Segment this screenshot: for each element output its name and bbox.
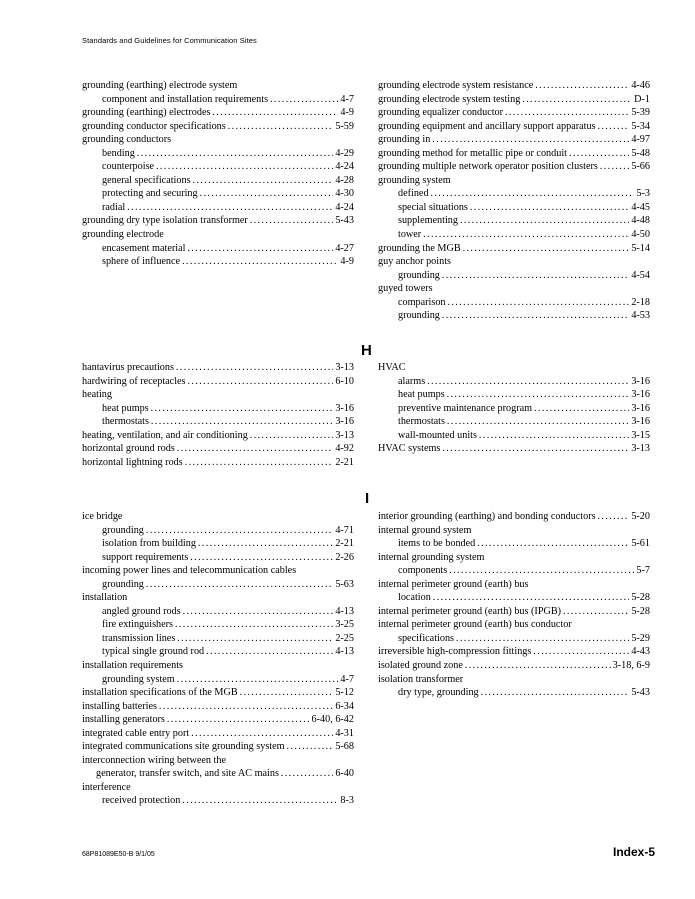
index-page-ref: 2-26	[335, 551, 354, 563]
index-page-ref: 5-43	[335, 215, 354, 227]
index-term: tower	[398, 229, 422, 241]
index-term: components	[398, 565, 448, 577]
index-page-ref: 3-15	[631, 429, 650, 441]
index-page-ref: 4-53	[631, 310, 650, 322]
index-entry	[82, 187, 354, 201]
index-term: HVAC systems	[378, 443, 441, 455]
index-page-ref: 4-7	[340, 93, 354, 105]
index-page-ref: 5-43	[631, 687, 650, 699]
index-entry	[82, 201, 354, 215]
index-term: support requirements	[102, 551, 189, 563]
index-page-ref: 4-43	[631, 646, 650, 658]
index-term: grounding multiple network operator position clusters	[378, 161, 598, 173]
index-term: wall-mounted units	[398, 429, 477, 441]
index-term: HVAC	[378, 362, 406, 373]
index-page-ref: 6-40, 6-42	[311, 714, 354, 726]
index-page-ref: 3-13	[335, 362, 354, 373]
index-entry	[82, 686, 354, 700]
index-page-ref: 4-71	[335, 524, 354, 536]
index-term: isolation from building	[102, 538, 196, 550]
index-term: guyed towers	[378, 283, 433, 295]
index-term: irreversible high-compression fittings	[378, 646, 532, 658]
index-term: grounding electrode	[82, 229, 164, 241]
index-page-ref: D-1	[634, 93, 650, 105]
index-entry	[82, 375, 354, 389]
index-term: dry type, grounding	[398, 687, 479, 699]
index-entry	[378, 442, 650, 456]
index-term: alarms	[398, 375, 426, 387]
index-term: integrated communications site grounding system	[82, 741, 285, 753]
index-page-ref: 5-12	[335, 687, 354, 699]
index-term: radial	[102, 201, 126, 213]
index-term: installation requirements	[82, 660, 183, 672]
index-column-i-right	[378, 510, 650, 700]
index-term: thermostats	[398, 416, 445, 428]
index-entry	[378, 673, 650, 687]
index-entry	[378, 605, 650, 619]
index-term: special situations	[398, 201, 468, 213]
index-term: grounding in	[378, 134, 431, 146]
index-entry	[378, 361, 650, 375]
index-entry	[378, 120, 650, 134]
index-page-ref: 5-20	[631, 511, 650, 522]
section-letter-h: H	[361, 342, 372, 359]
index-entry	[378, 106, 650, 120]
index-entry	[378, 282, 650, 296]
index-term: interference	[82, 781, 131, 793]
index-entry	[378, 591, 650, 605]
index-term: horizontal ground rods	[82, 443, 175, 455]
index-page-ref: 2-21	[335, 456, 354, 468]
index-entry	[82, 700, 354, 714]
index-term: component and installation requirements	[102, 93, 269, 105]
index-page-ref: 6-10	[335, 375, 354, 387]
index-entry	[378, 242, 650, 256]
index-term: grounding (earthing) electrodes	[82, 107, 211, 119]
index-page-ref: 5-34	[631, 120, 650, 132]
index-entry	[378, 686, 650, 700]
index-page-ref: 5-61	[631, 538, 650, 550]
index-term: incoming power lines and telecommunication cables	[82, 565, 297, 577]
index-page-ref: 3-18, 6-9	[612, 660, 650, 672]
index-term: grounding conductors	[82, 134, 172, 146]
index-page-ref: 3-16	[631, 389, 650, 401]
index-entry	[82, 510, 354, 524]
index-entry	[82, 160, 354, 174]
index-term: installing batteries	[82, 700, 157, 712]
index-term: heating	[82, 389, 112, 401]
index-term: received protection	[102, 795, 181, 807]
index-page-ref: 4-13	[335, 646, 354, 658]
index-page-ref: 4-7	[340, 673, 354, 685]
index-term: grounding	[398, 269, 440, 281]
index-column-i-left	[82, 510, 354, 808]
index-term: thermostats	[102, 416, 149, 428]
index-entry	[378, 174, 650, 188]
index-page-ref: 3-25	[335, 619, 354, 631]
index-term: hantavirus precautions	[82, 362, 174, 373]
index-entry	[82, 255, 354, 269]
index-term: heat pumps	[102, 402, 149, 414]
index-entry	[82, 524, 354, 538]
running-header: Standards and Guidelines for Communication Sites	[82, 36, 257, 45]
index-term: supplementing	[398, 215, 458, 227]
index-term: general specifications	[102, 174, 191, 186]
index-entry	[82, 564, 354, 578]
index-page-ref: 5-59	[335, 120, 354, 132]
index-page-ref: 3-13	[335, 429, 354, 441]
index-entry	[82, 93, 354, 107]
index-entry	[82, 456, 354, 470]
index-term: protecting and securing	[102, 188, 198, 200]
index-term: grounding	[102, 524, 144, 536]
index-entry	[82, 551, 354, 565]
index-entry	[82, 214, 354, 228]
index-page-ref: 4-45	[631, 201, 650, 213]
index-term: internal ground system	[378, 524, 472, 536]
index-term: generator, transfer switch, and site AC mains	[96, 768, 279, 780]
index-term: comparison	[398, 296, 446, 308]
index-term: preventive maintenance program	[398, 402, 533, 414]
index-term: defined	[398, 188, 429, 200]
index-entry	[378, 524, 650, 538]
index-entry	[82, 415, 354, 429]
index-page-ref: 4-50	[631, 229, 650, 241]
page-number: Index-5	[612, 845, 655, 859]
index-term: angled ground rods	[102, 605, 181, 617]
index-entry	[378, 415, 650, 429]
index-term: grounding dry type isolation transformer	[82, 215, 248, 227]
index-term: installation specifications of the MGB	[82, 687, 238, 699]
index-entry	[378, 269, 650, 283]
index-entry	[82, 402, 354, 416]
index-term: isolated ground zone	[378, 660, 463, 672]
index-term: grounding	[102, 578, 144, 590]
index-page-ref: 4-54	[631, 269, 650, 281]
index-term: internal perimeter ground (earth) bus conductor	[378, 619, 572, 631]
index-term: bending	[102, 147, 135, 159]
index-page-ref: 4-46	[631, 80, 650, 91]
index-entry	[82, 754, 354, 768]
section-letter-i: I	[365, 490, 370, 507]
index-entry	[378, 429, 650, 443]
index-page-ref: 4-30	[335, 188, 354, 200]
index-term: grounding equalizer conductor	[378, 107, 504, 119]
index-entry	[378, 201, 650, 215]
index-entry	[82, 605, 354, 619]
index-term: grounding method for metallic pipe or conduit	[378, 147, 567, 159]
index-term: fire extinguishers	[102, 619, 174, 631]
index-entry	[82, 767, 354, 781]
index-entry	[378, 160, 650, 174]
index-term: interior grounding (earthing) and bonding conductors	[378, 511, 596, 522]
index-page-ref: 5-3	[636, 188, 650, 200]
index-term: specifications	[398, 632, 455, 644]
index-term: encasement material	[102, 242, 186, 254]
index-term: heating, ventilation, and air conditioning	[82, 429, 248, 441]
index-page-ref: 4-24	[335, 161, 354, 173]
index-entry	[82, 578, 354, 592]
index-entry	[378, 255, 650, 269]
index-entry	[82, 429, 354, 443]
index-page-ref: 2-18	[631, 296, 650, 308]
index-page-ref: 5-29	[631, 632, 650, 644]
index-entry	[378, 537, 650, 551]
index-page-ref: 5-14	[631, 242, 650, 254]
index-page-ref: 5-39	[631, 107, 650, 119]
document-id: 68P81089E50-B 9/1/05	[82, 851, 155, 858]
index-entry	[82, 242, 354, 256]
index-entry	[378, 187, 650, 201]
index-entry	[82, 537, 354, 551]
index-entry	[82, 228, 354, 242]
index-entry	[378, 93, 650, 107]
index-page-ref: 3-16	[335, 402, 354, 414]
index-page-ref: 3-16	[631, 402, 650, 414]
index-page-ref: 5-7	[636, 565, 650, 577]
index-entry	[378, 296, 650, 310]
index-entry	[378, 133, 650, 147]
index-entry	[82, 388, 354, 402]
index-entry	[82, 645, 354, 659]
index-entry	[82, 133, 354, 147]
index-entry	[82, 442, 354, 456]
index-term: grounding	[398, 310, 440, 322]
index-term: sphere of influence	[102, 256, 181, 268]
index-entry	[82, 713, 354, 727]
index-term: grounding the MGB	[378, 242, 461, 254]
index-entry	[82, 632, 354, 646]
index-page-ref: 4-97	[631, 134, 650, 146]
index-column-h-right	[378, 361, 650, 456]
index-page-ref: 3-13	[631, 443, 650, 455]
index-term: grounding system	[102, 673, 175, 685]
index-entry	[82, 591, 354, 605]
index-page-ref: 5-66	[631, 161, 650, 173]
index-term: grounding (earthing) electrode system	[82, 80, 238, 91]
index-page-ref: 6-34	[335, 700, 354, 712]
index-term: grounding electrode system resistance	[378, 80, 534, 91]
index-entry	[82, 740, 354, 754]
index-entry	[82, 147, 354, 161]
index-page-ref: 3-16	[631, 375, 650, 387]
index-page-ref: 4-24	[335, 201, 354, 213]
index-term: guy anchor points	[378, 256, 451, 268]
index-entry	[82, 618, 354, 632]
index-entry	[82, 106, 354, 120]
index-entry	[82, 120, 354, 134]
index-term: location	[398, 592, 431, 604]
index-column-g-left	[82, 79, 354, 269]
index-term: horizontal lightning rods	[82, 456, 183, 468]
index-entry	[378, 402, 650, 416]
index-term: internal perimeter ground (earth) bus	[378, 578, 529, 590]
index-term: internal perimeter ground (earth) bus (IPGB)	[378, 605, 562, 617]
index-page-ref: 8-3	[340, 795, 354, 807]
index-page-ref: 6-40	[335, 768, 354, 780]
index-term: internal grounding system	[378, 551, 485, 563]
index-term: interconnection wiring between the	[82, 754, 226, 766]
index-term: integrated cable entry port	[82, 727, 190, 739]
index-entry	[378, 79, 650, 93]
index-column-g-right	[378, 79, 650, 323]
index-page-ref: 3-16	[335, 416, 354, 428]
index-entry	[82, 361, 354, 375]
index-page-ref: 4-27	[335, 242, 354, 254]
index-entry	[82, 659, 354, 673]
index-term: transmission lines	[102, 632, 176, 644]
index-entry	[378, 645, 650, 659]
index-page-ref: 2-21	[335, 538, 354, 550]
index-entry	[378, 228, 650, 242]
index-entry	[378, 388, 650, 402]
index-term: counterpoise	[102, 161, 155, 173]
index-entry	[82, 174, 354, 188]
index-entry	[378, 578, 650, 592]
index-term: ice bridge	[82, 511, 123, 522]
index-page-ref: 4-9	[340, 256, 354, 268]
index-page-ref: 4-31	[335, 727, 354, 739]
index-term: installation	[82, 592, 128, 604]
index-page-ref: 4-92	[335, 443, 354, 455]
index-entry	[82, 79, 354, 93]
index-entry	[82, 781, 354, 795]
index-page-ref: 2-25	[335, 632, 354, 644]
index-page-ref: 4-48	[631, 215, 650, 227]
index-page-ref: 3-16	[631, 416, 650, 428]
index-page-ref: 4-9	[340, 107, 354, 119]
index-term: grounding conductor specifications	[82, 120, 226, 132]
index-entry	[82, 794, 354, 808]
index-page-ref: 5-48	[631, 147, 650, 159]
index-page-ref: 4-29	[335, 147, 354, 159]
index-entry	[378, 659, 650, 673]
index-entry	[378, 510, 650, 524]
index-term: installing generators	[82, 714, 165, 726]
index-page-ref: 4-28	[335, 174, 354, 186]
index-entry	[378, 375, 650, 389]
index-entry	[378, 551, 650, 565]
index-term: isolation transformer	[378, 673, 464, 685]
index-term: heat pumps	[398, 389, 445, 401]
index-entry	[378, 564, 650, 578]
index-entry	[378, 214, 650, 228]
index-page-ref: 5-68	[335, 741, 354, 753]
index-column-h-left	[82, 361, 354, 469]
index-entry	[82, 727, 354, 741]
index-entry	[378, 632, 650, 646]
index-term: hardwiring of receptacles	[82, 375, 186, 387]
index-term: grounding system	[378, 174, 451, 186]
index-entry	[378, 309, 650, 323]
index-term: grounding equipment and ancillary support apparatus	[378, 120, 596, 132]
index-entry	[378, 147, 650, 161]
index-entry	[378, 618, 650, 632]
index-page-ref: 5-63	[335, 578, 354, 590]
index-page-ref: 5-28	[631, 605, 650, 617]
index-term: grounding electrode system testing	[378, 93, 521, 105]
index-term: typical single ground rod	[102, 646, 205, 658]
index-page-ref: 4-13	[335, 605, 354, 617]
index-page-ref: 5-28	[631, 592, 650, 604]
index-entry	[82, 673, 354, 687]
index-term: items to be bonded	[398, 538, 476, 550]
